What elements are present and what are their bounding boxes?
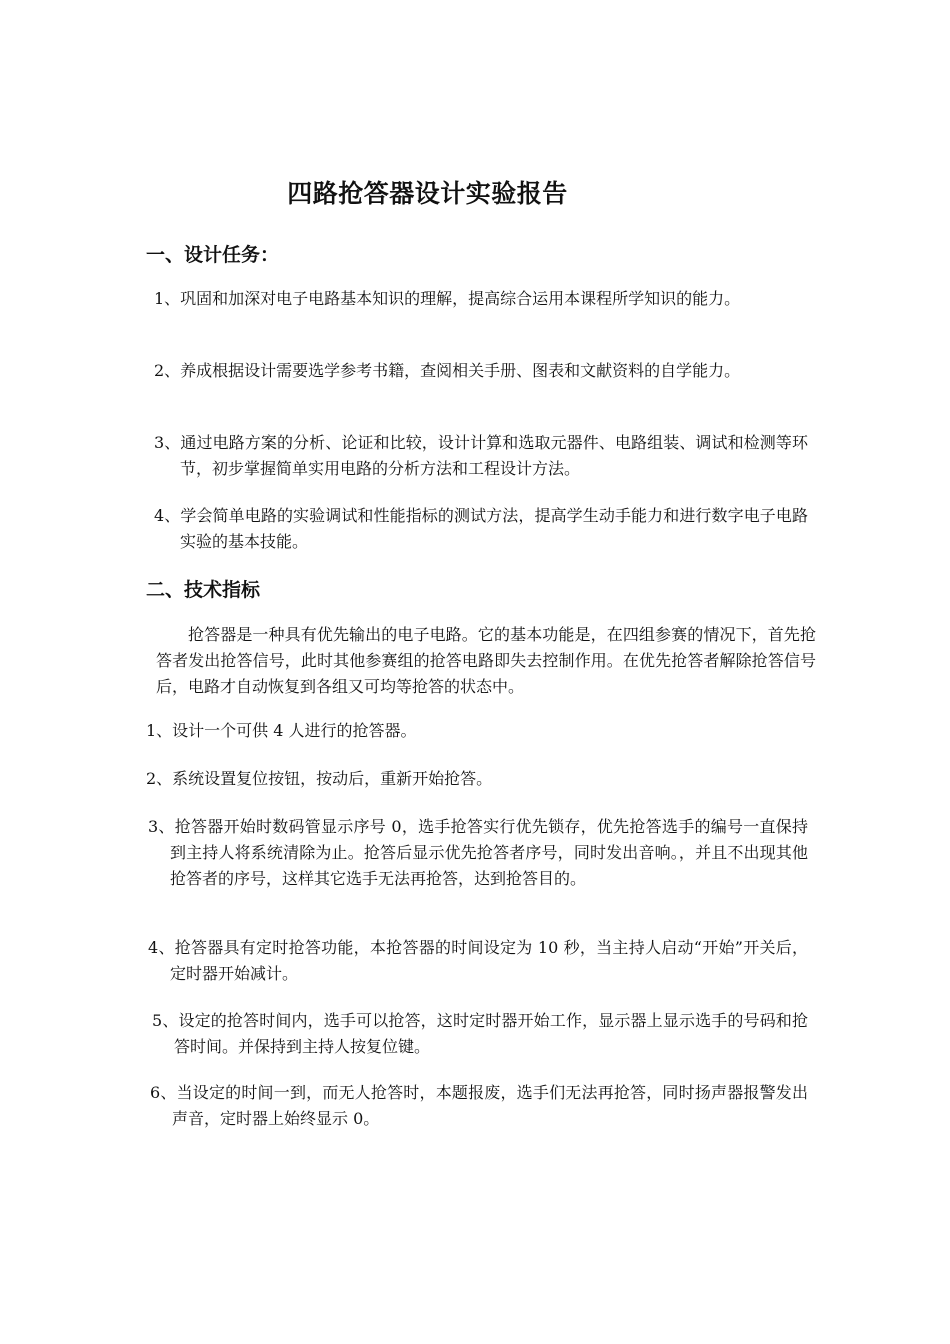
tech-spec-item-5: 5、设定的抢答时间内，选手可以抢答，这时定时器开始工作，显示器上显示选手的号码和抢答时间。并保持到主持人按复位键。 xyxy=(152,1011,808,1056)
design-task-item-2: 2、养成根据设计需要选学参考书籍，查阅相关手册、图表和文献资料的自学能力。 xyxy=(154,361,741,380)
document-title: 四路抢答器设计实验报告 xyxy=(287,179,568,208)
tech-spec-item-6: 6、当设定的时间一到，而无人抢答时，本题报废，选手们无法再抢答，同时扬声器报警发出声音，定时器上始终显示 0。 xyxy=(150,1083,808,1128)
design-task-item-3: 3、通过电路方案的分析、论证和比较，设计计算和选取元器件、电路组装、调试和检测等环节，初步掌握简单实用电路的分析方法和工程设计方法。 xyxy=(154,433,808,478)
tech-spec-item-3: 3、抢答器开始时数码管显示序号 0，选手抢答实行优先锁存，优先抢答选手的编号一直保持到主持人将系统清除为止。抢答后显示优先抢答者序号，同时发出音响。，并且不出现其他抢答者的序号，这样其它选手无法再抢答，达到抢答目的。 xyxy=(148,817,808,888)
tech-specs-intro: 抢答器是一种具有优先输出的电子电路。它的基本功能是，在四组参赛的情况下，首先抢答者发出抢答信号，此时其他参赛组的抢答电路即失去控制作用。在优先抢答者解除抢答信号后，电路才自动恢复到各组又可均等抢答的状态中。 xyxy=(156,625,816,696)
tech-spec-item-2: 2、系统设置复位按钮，按动后，重新开始抢答。 xyxy=(146,769,493,788)
design-task-item-1: 1、巩固和加深对电子电路基本知识的理解，提高综合运用本课程所学知识的能力。 xyxy=(154,289,741,308)
design-task-item-4: 4、学会简单电路的实验调试和性能指标的测试方法，提高学生动手能力和进行数字电子电路实验的基本技能。 xyxy=(154,506,808,551)
tech-spec-item-4: 4、抢答器具有定时抢答功能，本抢答器的时间设定为 10 秒，当主持人启动“开始”开关后，定时器开始减计。 xyxy=(148,938,808,983)
tech-spec-item-1: 1、设计一个可供 4 人进行的抢答器。 xyxy=(146,721,417,740)
section-heading-design-task: 一、设计任务： xyxy=(146,244,280,266)
section-heading-tech-specs: 二、技术指标 xyxy=(146,579,261,601)
